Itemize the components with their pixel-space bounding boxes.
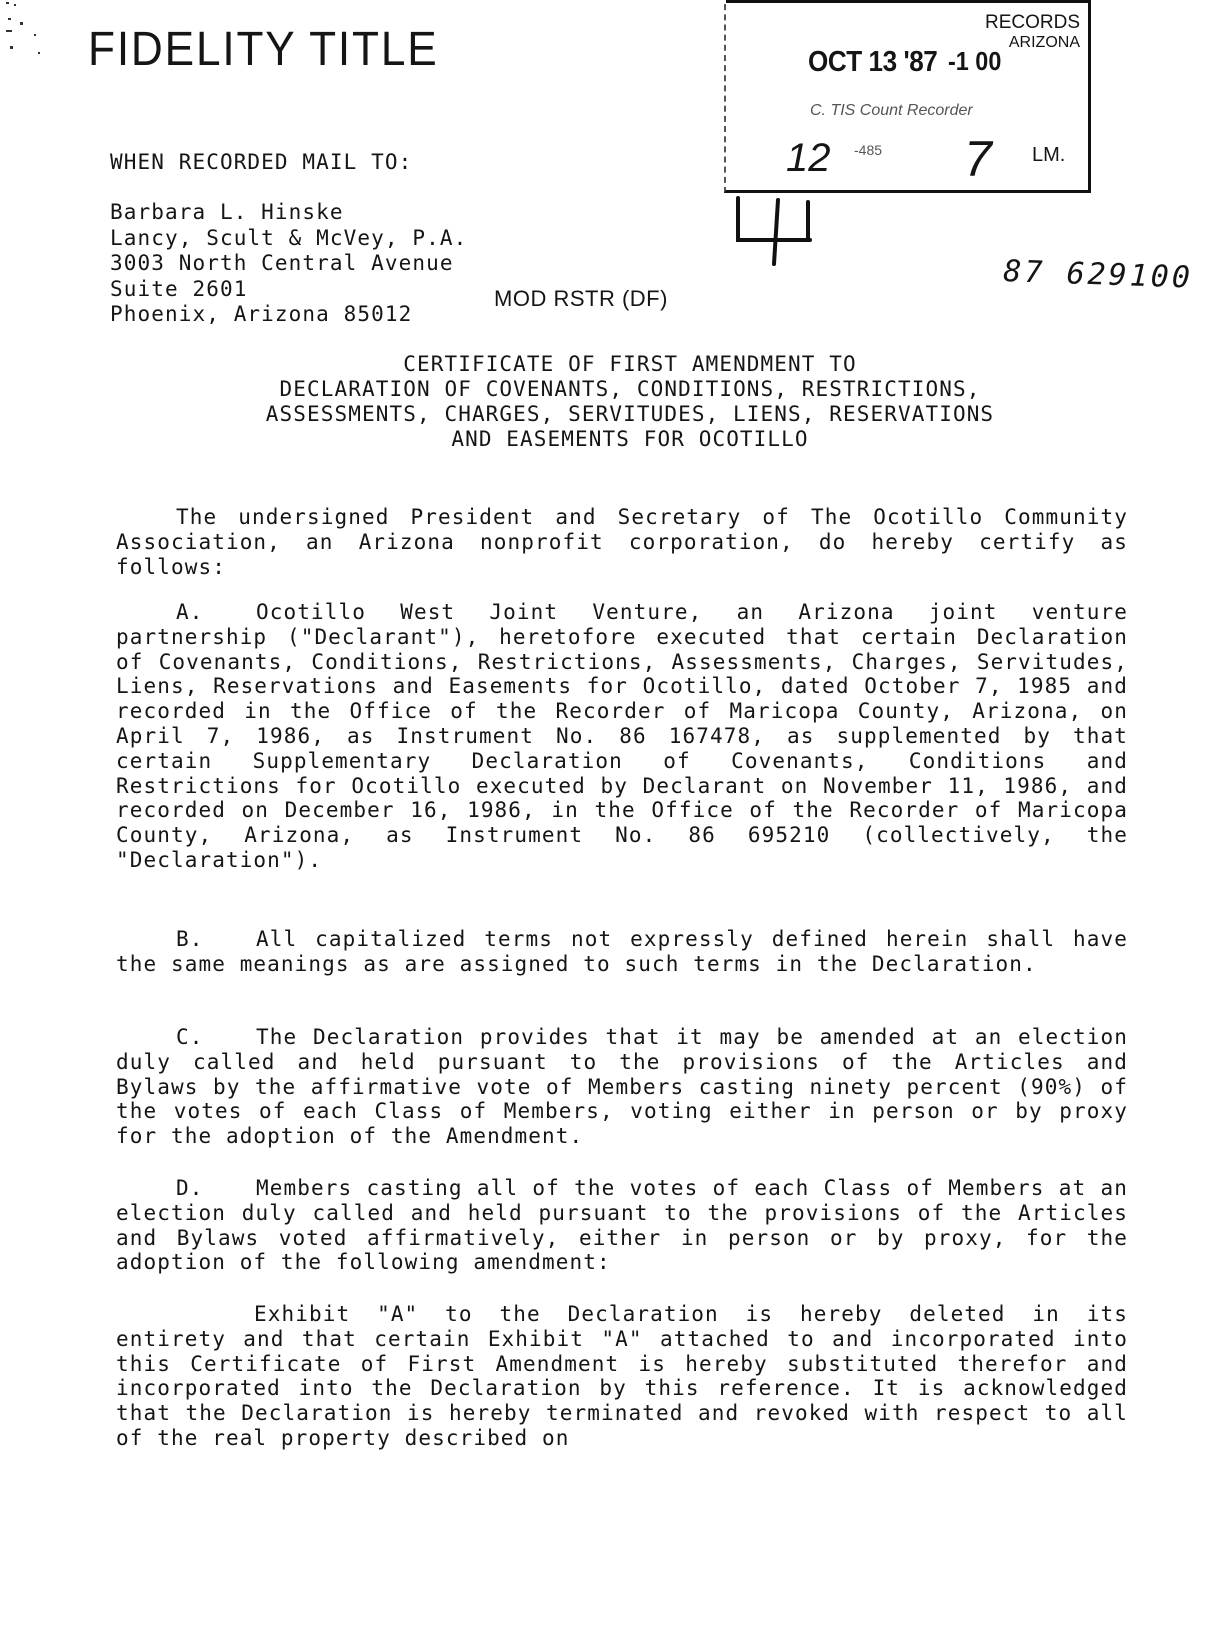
recorder-stamp — [724, 0, 1091, 193]
amendment-text: Exhibit "A" to the Declaration is hereby deleted in its entirety and that certain Exhibit "A" attached to and incorporated into this Certificate of First Amendment is hereby substituted therefor and incorporated into the Declaration by this reference. It is acknowledged that the Declaration is hereby terminated and revoked with respect to all of the real property described on — [116, 1302, 1128, 1450]
recital-text: Ocotillo West Joint Venture, an Arizona joint venture partnership ("Declarant"), heretofore executed that certain Declaration of Covenants, Conditions, Restrictions, Assessments, Charges, Servitudes, Liens, Reservations and Easements for Ocotillo, dated October 7, 1985 and recorded in the Office of the Recorder of Maricopa County, Arizona, on April 7, 1986, as Instrument No. 86 167478, as supplemented by that certain Supplementary Declaration of Covenants, Conditions and Restrictions for Ocotillo executed by Declarant on November 11, 1986, and recorded on December 16, 1986, in the Office of the Recorder of Maricopa County, Arizona, as Instrument No. 86 695210 (collectively, the "Declaration"). — [116, 600, 1128, 872]
stamp-pages-handwritten: 12 — [786, 136, 831, 180]
recording-number: 87 629100 — [1002, 254, 1194, 296]
stamp-top-border — [726, 0, 1088, 3]
recital-label: D. — [176, 1176, 204, 1200]
address-line: Phoenix, Arizona 85012 — [110, 302, 413, 326]
title-line: AND EASEMENTS FOR OCOTILLO — [451, 427, 809, 451]
recital-text: All capitalized terms not expressly defined herein shall have the same meanings as are assigned to such terms in the Declaration. — [116, 927, 1128, 976]
handwritten-bracket-mark — [730, 196, 820, 266]
address-line: Barbara L. Hinske — [110, 200, 344, 224]
stamp-hour-handwritten: 7 — [964, 131, 992, 187]
scan-specks — [4, 0, 44, 70]
stamp-records: RECORDS — [984, 12, 1080, 33]
document-title — [180, 352, 1080, 452]
address-line: 3003 North Central Avenue — [110, 251, 454, 275]
recital-d — [116, 1176, 1128, 1275]
address-line: Suite 2601 — [110, 276, 248, 301]
recital-label: C. — [176, 1025, 204, 1049]
recital-label: B. — [176, 927, 204, 951]
title-line: CERTIFICATE OF FIRST AMENDMENT TO — [403, 352, 857, 376]
mail-to-label: WHEN RECORDED MAIL TO: — [110, 150, 413, 174]
stamp-suffix: LM. — [1032, 144, 1066, 166]
stamp-date: OCT 13 '87 — [808, 46, 938, 78]
intro-paragraph: The undersigned President and Secretary of The Ocotillo Community Association, an Arizona nonprofit corporation, do hereby certify as follows: — [116, 505, 1128, 579]
address-line: Lancy, Scult & McVey, P.A. — [110, 225, 468, 250]
stamp-state: ARIZONA — [1008, 34, 1080, 51]
mail-to-address — [110, 200, 467, 328]
recital-a — [116, 600, 1128, 873]
recital-label: A. — [176, 600, 204, 624]
mod-rstr-stamp: MOD RSTR (DF) — [494, 286, 668, 311]
stamp-recorder: C. TIS Count Recorder — [810, 102, 973, 119]
stamp-seq: -485 — [854, 142, 883, 158]
company-header: FIDELITY TITLE — [88, 23, 439, 76]
recital-text: The Declaration provides that it may be amended at an election duly called and held pursuant to the provisions of the Articles and Bylaws by the affirmative vote of Members casting ninety percent (90%) of the votes of each Class of Members, voting either in person or by proxy for the adoption of the Amendment. — [116, 1025, 1128, 1149]
stamp-time: -1 00 — [948, 46, 1002, 76]
title-line: ASSESSMENTS, CHARGES, SERVITUDES, LIENS, RESERVATIONS — [265, 402, 995, 426]
recital-text: Members casting all of the votes of each Class of Members at an election duly called and held pursuant to the provisions of the Articles and Bylaws voted affirmatively, either in person or by proxy, for the adoption of the following amendment: — [116, 1176, 1128, 1275]
recital-c — [116, 1025, 1128, 1149]
title-line: DECLARATION OF COVENANTS, CONDITIONS, RESTRICTIONS, — [279, 377, 981, 401]
recital-b — [116, 927, 1128, 977]
